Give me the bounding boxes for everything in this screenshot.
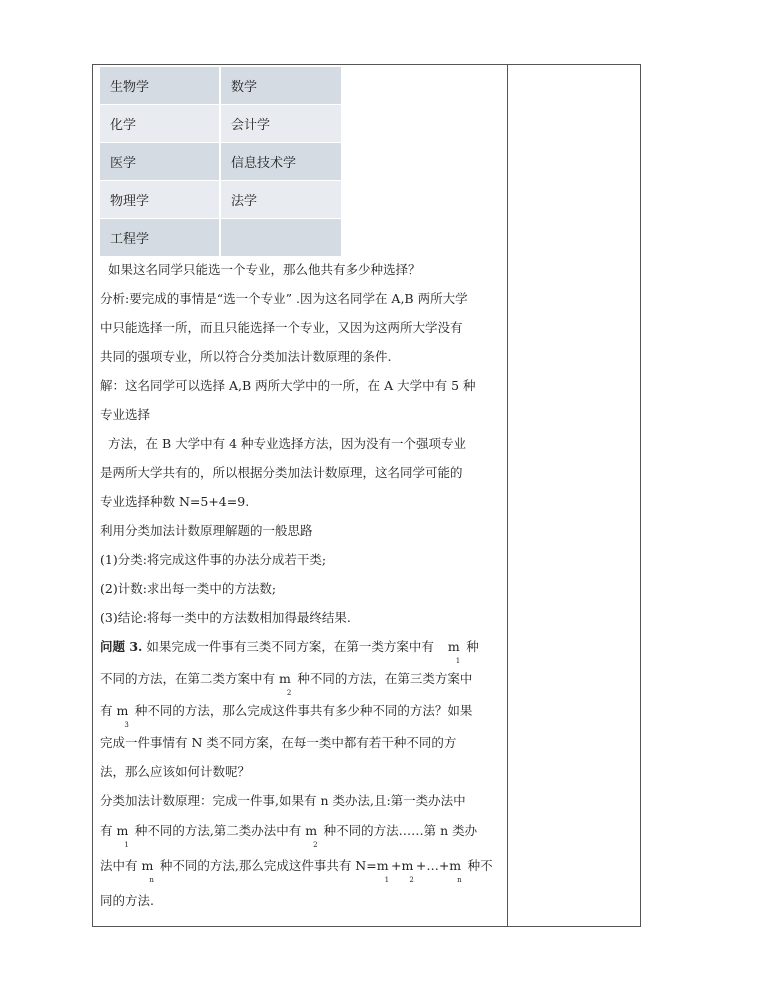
table-row <box>100 105 341 143</box>
table-row <box>100 67 341 105</box>
question3-label: 问题 3. <box>100 639 143 654</box>
majors-table <box>100 67 341 257</box>
analysis-line-1: 分析:要完成的事情是“选一个专业” .因为这名同学在 A,B 两所大学 <box>100 291 468 306</box>
table-row <box>100 143 341 181</box>
principle-line-4: 同的方法. <box>100 893 154 908</box>
table-row <box>100 219 341 257</box>
solution-line-3: 方法，在 B 大学中有 4 种专业选择方法，因为没有一个强项专业 <box>108 436 467 451</box>
method-step-2: (2)计数:求出每一类中的方法数; <box>100 581 277 596</box>
table-cell: 会计学 <box>221 105 341 143</box>
table-cell: 工程学 <box>100 219 221 257</box>
table-cell: 生物学 <box>100 67 221 105</box>
question3-line-3: 有 $m_3$ 种不同的方法，那么完成这件事共有多少种不同的方法？如果 <box>100 703 473 729</box>
table-cell: 化学 <box>100 105 221 143</box>
column-divider <box>507 64 508 927</box>
solution-line-2: 专业选择 <box>100 407 151 422</box>
question3-line-4: 完成一件事情有 N 类不同方案，在每一类中都有若干种不同的方 <box>100 735 457 750</box>
solution-line-1: 解：这名同学可以选择 A,B 两所大学中的一所，在 A 大学中有 5 种 <box>100 378 476 393</box>
method-step-1: (1)分类:将完成这件事的办法分成若干类; <box>100 552 327 567</box>
analysis-line-2: 中只能选择一所，而且只能选择一个专业，又因为这两所大学没有 <box>100 320 463 335</box>
question3-line-2: 不同的方法，在第二类方案中有 $m_2$ 种不同的方法，在第三类方案中 <box>100 671 473 697</box>
method-heading: 利用分类加法计数原理解题的一般思路 <box>100 523 313 538</box>
table-cell: 数学 <box>221 67 341 105</box>
question3-line-1: 问题 3. 如果完成一件事有三类不同方案，在第一类方案中有 $m_1$ 种 <box>100 639 479 665</box>
analysis-line-3: 共同的强项专业，所以符合分类加法计数原理的条件. <box>100 349 392 364</box>
table-row <box>100 181 341 219</box>
principle-line-2: 有 $m_1$ 种不同的方法,第二类办法中有 $m_2$ 种不同的方法……第 n 类办 <box>100 823 478 849</box>
table-cell: 信息技术学 <box>221 143 341 181</box>
table-cell: 物理学 <box>100 181 221 219</box>
principle-line-1: 分类加法计数原理：完成一件事,如果有 n 类办法,且:第一类办法中 <box>100 793 466 808</box>
question3-line-5: 法，那么应该如何计数呢？ <box>100 764 251 779</box>
principle-line-3: 法中有 $m_n$ 种不同的方法,那么完成这件事共有 $N=m_1+m_2+\dots+m_n$ 种不 <box>100 858 493 884</box>
table-cell <box>221 219 341 257</box>
question-line: 如果这名同学只能选一个专业，那么他共有多少种选择？ <box>108 262 421 277</box>
table-cell: 医学 <box>100 143 221 181</box>
table-cell: 法学 <box>221 181 341 219</box>
solution-line-5: 专业选择种数 N=5+4=9. <box>100 494 250 509</box>
solution-line-4: 是两所大学共有的，所以根据分类加法计数原理，这名同学可能的 <box>100 465 463 480</box>
method-step-3: (3)结论:将每一类中的方法数相加得最终结果. <box>100 610 351 625</box>
